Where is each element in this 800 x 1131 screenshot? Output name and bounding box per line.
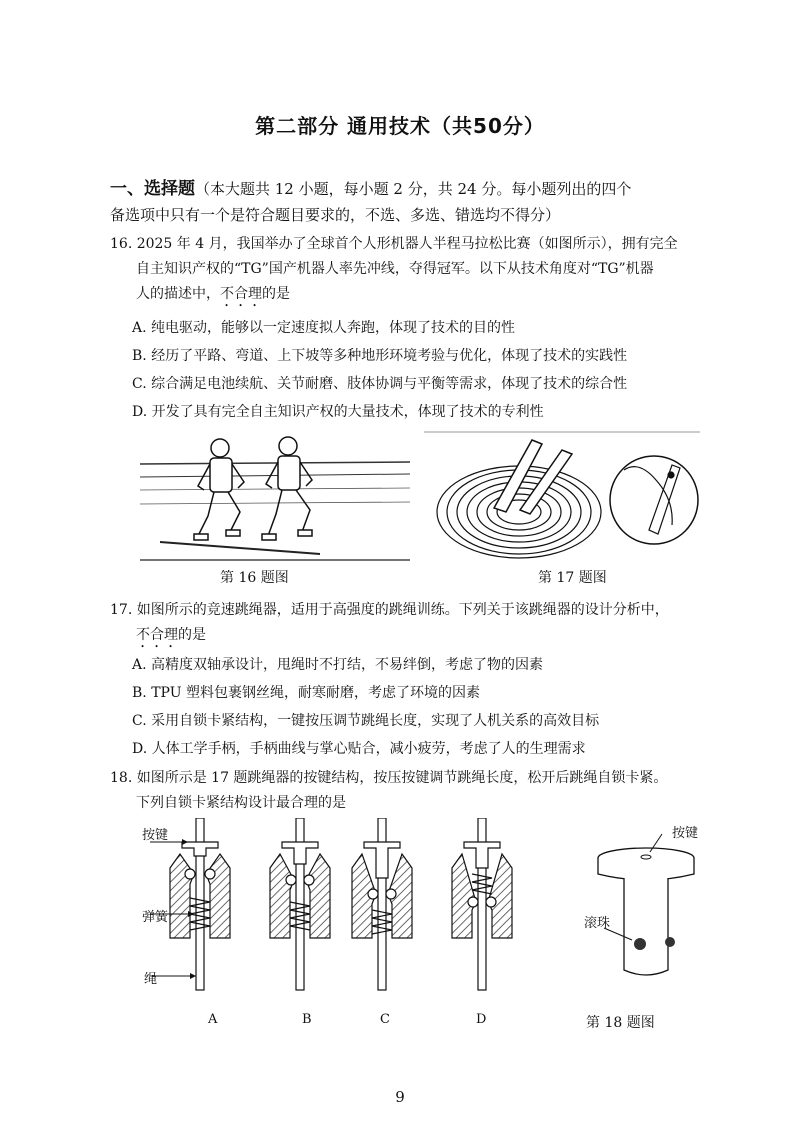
q18-line2: 下列自锁卡紧结构设计最合理的是 (136, 795, 346, 811)
q16-line3 (110, 282, 710, 310)
figure-18-button-cylinder (580, 820, 720, 990)
mechanism-c (352, 818, 412, 990)
q16-option-a: A. 纯电驱动，能够以一定速度拟人奔跑，体现了技术的目的性 (132, 320, 516, 336)
q17-line1: 17. 如图所示的竞速跳绳器，适用于高强度的跳绳训练。下列关于该跳绳器的设计分析中， (110, 602, 669, 618)
figure-18-mechanisms (130, 818, 530, 998)
figure-16-caption: 第 16 题图 (220, 570, 289, 586)
q16-line3-pre: 人的描述中， (136, 286, 220, 302)
page-number: 9 (395, 1088, 405, 1106)
choice-a: A (208, 1012, 218, 1027)
q17-option-b: B. TPU 塑料包裹钢丝绳，耐寒耐磨，考虑了环境的因素 (132, 685, 480, 701)
section-desc-line2: 备选项中只有一个是符合题目要求的，不选、多选、错选均不得分） (110, 206, 561, 224)
q17-option-d: D. 人体工学手柄，手柄曲线与掌心贴合，减小疲劳，考虑了人的生理需求 (132, 741, 586, 757)
figure-17-jump-rope (424, 430, 700, 562)
mechanism-a (170, 818, 230, 990)
q17-option-a: A. 高精度双轴承设计，甩绳时不打结，不易绊倒，考虑了物的因素 (132, 657, 544, 673)
q18-line1: 18. 如图所示是 17 题跳绳器的按键结构，按压按键调节跳绳长度，松开后跳绳自锁卡紧。 (110, 770, 668, 786)
label-spring: 弹簧 (142, 910, 169, 925)
q16-line1: 16. 2025 年 4 月，我国举办了全球首个人形机器人半程马拉松比赛（如图所示），拥有完全 (110, 236, 678, 252)
figure-18-caption: 第 18 题图 (586, 1015, 655, 1031)
figure-17-caption: 第 17 题图 (538, 570, 607, 586)
choice-d: D (476, 1012, 487, 1027)
question-18 (110, 766, 710, 816)
q17-option-c: C. 采用自锁卡紧结构，一键按压调节跳绳长度，实现了人机关系的高效目标 (132, 713, 600, 729)
question-16 (110, 232, 710, 310)
question-17 (110, 598, 710, 651)
q17-emphasis: 不合理 (136, 627, 178, 643)
label-rope: 绳 (144, 972, 158, 987)
figure-16-robots (140, 432, 410, 562)
q16-option-b: B. 经历了平路、弯道、上下坡等多种地形环境考验与优化，体现了技术的实践性 (132, 348, 628, 364)
section-heading (110, 176, 710, 228)
label-button-2: 按键 (672, 826, 699, 841)
choice-c: C (380, 1012, 390, 1027)
q16-line3-post: 的是 (262, 286, 290, 302)
choice-b: B (302, 1012, 312, 1027)
mechanism-d (452, 818, 512, 990)
q16-line2: 自主知识产权的“TG”国产机器人率先冲线，夺得冠军。以下从技术角度对“TG”机器 (136, 261, 654, 277)
q17-line2-post: 的是 (178, 627, 206, 643)
q16-option-c: C. 综合满足电池续航、关节耐磨、肢体协调与平衡等需求，体现了技术的综合性 (132, 376, 628, 392)
section-desc-line1: （本大题共 12 小题，每小题 2 分，共 24 分。每小题列出的四个 (195, 180, 632, 198)
label-button: 按键 (142, 828, 169, 843)
q17-line2 (110, 623, 710, 651)
part-title: 第二部分 通用技术（共50分） (255, 114, 545, 138)
q16-option-d: D. 开发了具有完全自主知识产权的大量技术，体现了技术的专利性 (132, 404, 544, 420)
mechanism-b (270, 818, 330, 990)
q16-emphasis: 不合理 (220, 286, 262, 302)
section-head: 一、选择题 (110, 179, 195, 199)
label-ball: 滚珠 (584, 916, 611, 931)
